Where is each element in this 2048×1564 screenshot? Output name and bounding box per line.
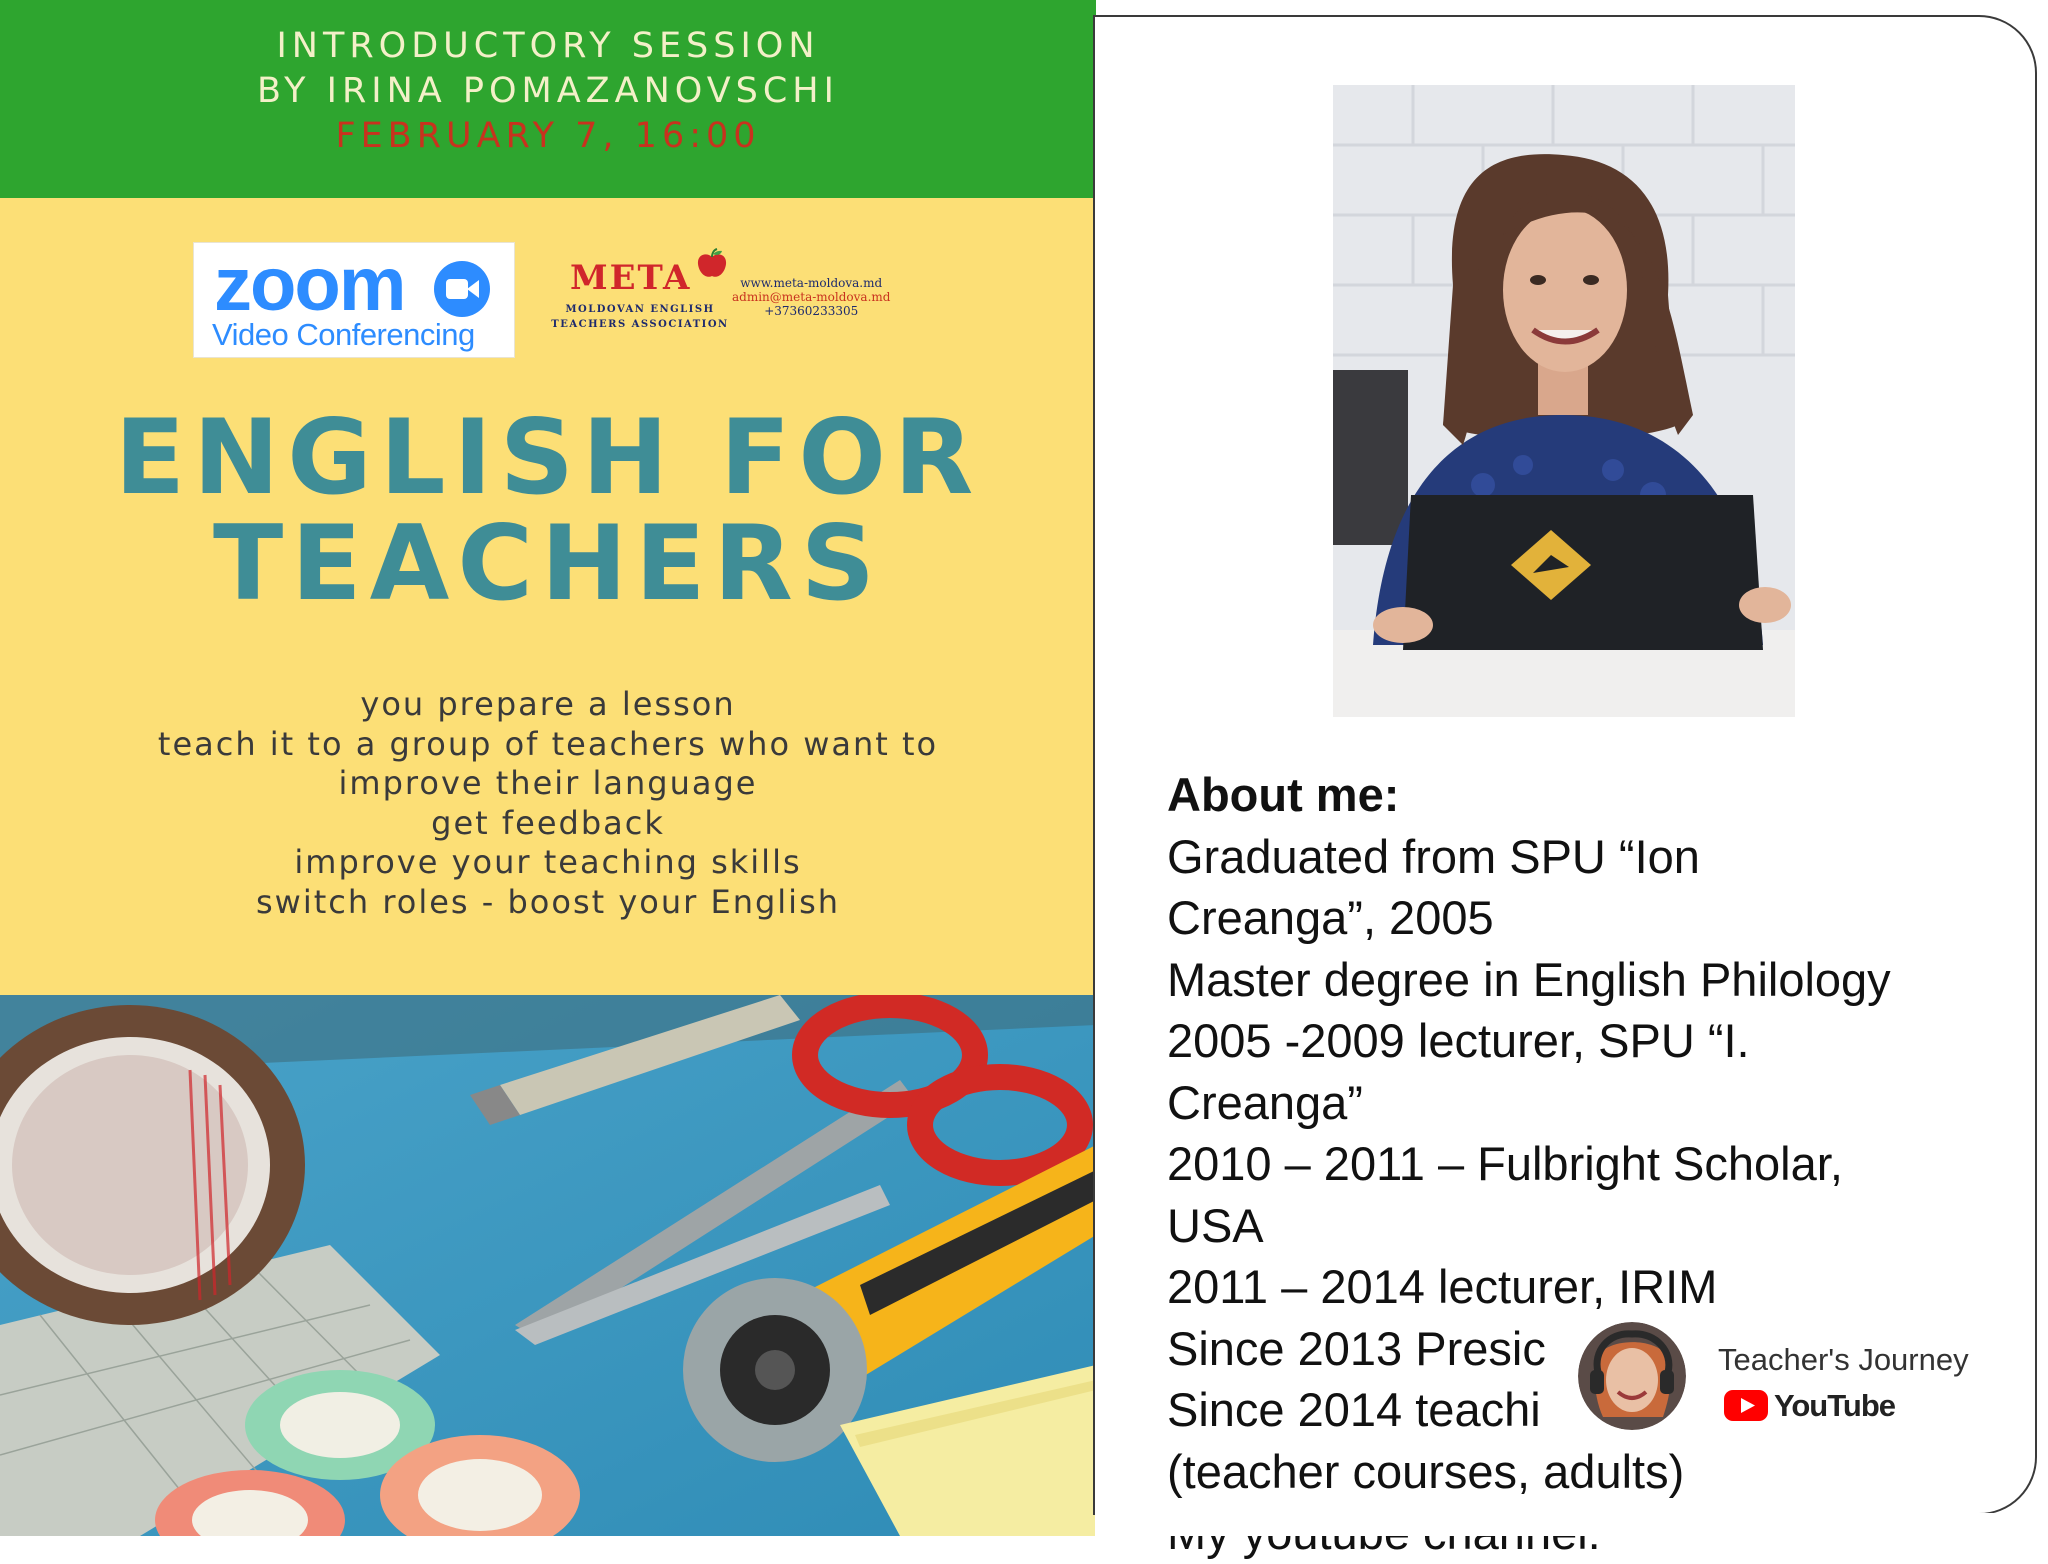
bio-line: 2011 – 2014 lecturer, IRIM bbox=[1167, 1260, 1718, 1313]
craft-supplies-photo bbox=[0, 995, 1096, 1536]
poster-header-line-1: INTRODUCTORY SESSION bbox=[276, 26, 820, 66]
speaker-portrait bbox=[1333, 85, 1795, 717]
bio-line: Master degree in English Philology bbox=[1167, 952, 1891, 1006]
bio-line: USA bbox=[1167, 1198, 1264, 1252]
channel-avatar bbox=[1578, 1322, 1686, 1430]
meta-logo-subtitle-1: MOLDOVAN ENGLISH bbox=[565, 304, 715, 315]
bio-line: Since 2013 Presic bbox=[1167, 1321, 1546, 1375]
about-me-text bbox=[1167, 764, 1987, 1564]
poster-header bbox=[0, 0, 1096, 198]
poster-date: FEBRUARY 7, 16:00 bbox=[335, 116, 761, 156]
meta-phone: +37360233305 bbox=[764, 304, 859, 318]
apple-icon bbox=[695, 248, 729, 280]
poster-line: teach it to a group of teachers who want to bbox=[157, 724, 939, 763]
bio-line: Graduated from SPU “Ion bbox=[1167, 829, 1700, 883]
youtube-channel-badge[interactable] bbox=[1578, 1318, 1986, 1434]
meta-website: www.meta-moldova.md bbox=[740, 276, 883, 290]
bio-line: 2005 -2009 lecturer, SPU “I. bbox=[1167, 1014, 1750, 1067]
channel-name: Teacher's Journey bbox=[1718, 1342, 1969, 1377]
meta-email: admin@meta-moldova.md bbox=[732, 290, 891, 304]
bio-line: 2010 – 2011 – Fulbright Scholar, bbox=[1167, 1137, 1843, 1190]
poster-line: you prepare a lesson bbox=[360, 685, 736, 723]
zoom-logo bbox=[193, 242, 515, 358]
meta-logo-subtitle-2: TEACHERS ASSOCIATION bbox=[551, 319, 729, 330]
meta-logo-word: META bbox=[570, 258, 692, 298]
video-camera-icon bbox=[434, 261, 490, 317]
poster-title bbox=[0, 398, 1096, 624]
poster-line: switch roles - boost your English bbox=[255, 882, 841, 921]
bio-line: Since 2014 teachi bbox=[1167, 1383, 1541, 1436]
bio-line: Creanga”, 2005 bbox=[1167, 891, 1494, 944]
youtube-wordmark: YouTube bbox=[1774, 1388, 1895, 1423]
youtube-play-icon bbox=[1724, 1390, 1768, 1421]
about-me-heading: About me: bbox=[1167, 768, 1400, 821]
bio-bottom-edge bbox=[1095, 1513, 2039, 1536]
poster-line: get feedback bbox=[431, 803, 665, 842]
poster-line: improve your teaching skills bbox=[294, 843, 802, 881]
zoom-logo-subtitle: Video Conferencing bbox=[212, 317, 475, 352]
bio-line: (teacher courses, adults) bbox=[1167, 1444, 1685, 1498]
poster-title-line-2: TEACHERS bbox=[213, 504, 883, 624]
poster-title-line-1: ENGLISH FOR bbox=[114, 398, 982, 518]
meta-logo bbox=[550, 254, 730, 334]
poster-description bbox=[0, 685, 1096, 922]
poster-header-line-2: BY IRINA POMAZANOVSCHI bbox=[257, 71, 839, 111]
bio-line: Creanga” bbox=[1167, 1075, 1363, 1129]
poster-line: improve their language bbox=[338, 764, 758, 802]
zoom-logo-word: zoom bbox=[214, 242, 405, 327]
meta-contact bbox=[732, 276, 890, 318]
